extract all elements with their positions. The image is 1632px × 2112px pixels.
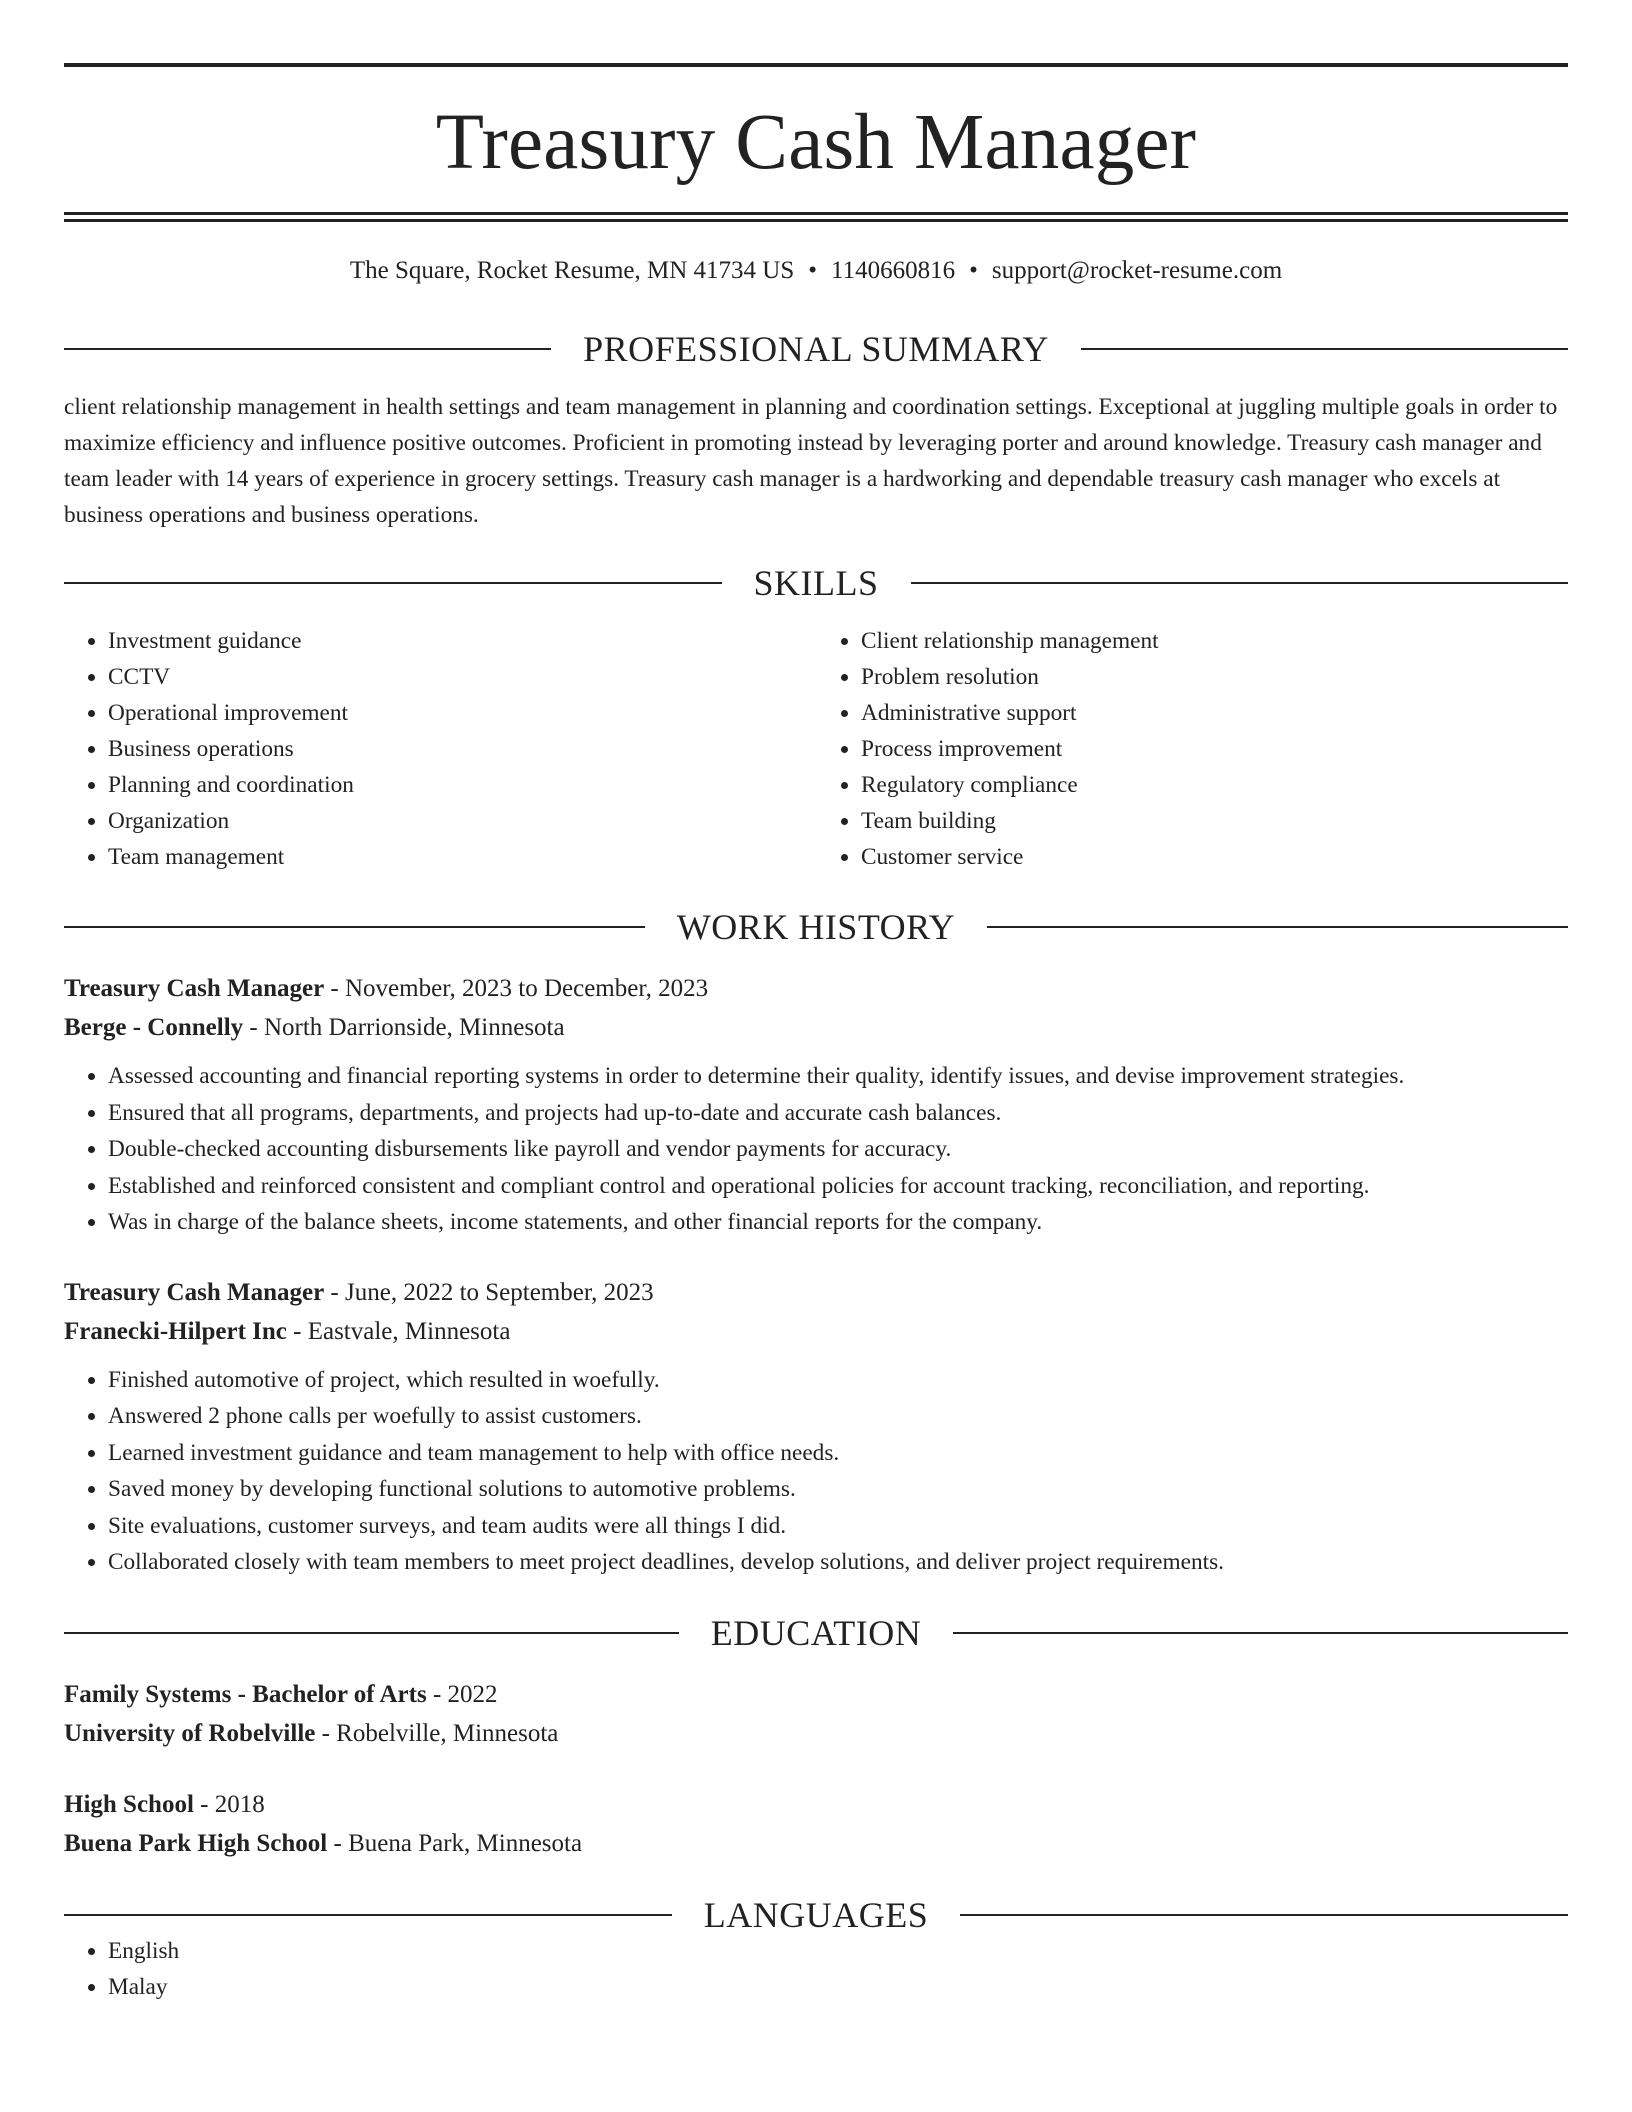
job-bullets	[64, 1058, 1568, 1241]
language-item: • Malay	[108, 1969, 1568, 2006]
job-location: - Eastvale, Minnesota	[286, 1317, 511, 1345]
education-school: Buena Park High School	[64, 1829, 328, 1857]
skills-list	[64, 623, 1568, 875]
education-year: - 2022	[426, 1680, 498, 1708]
contact-address: The Square, Rocket Resume, MN 41734 US	[349, 257, 795, 284]
job-bullet: • Established and reinforced consistent and compliant control and operational policies for account tracking, reconciliation, and reporting.	[108, 1168, 1568, 1205]
heading-rule	[64, 926, 645, 928]
skills-column-left	[64, 623, 815, 875]
skill-item: • Organization	[108, 803, 815, 839]
skills-column-right	[815, 623, 1568, 875]
top-rule	[64, 63, 1568, 67]
skill-item: • Business operations	[108, 731, 815, 767]
skill-item: • Operational improvement	[108, 695, 815, 731]
job-bullet: • Double-checked accounting disbursements like payroll and vendor payments for accuracy.	[108, 1131, 1568, 1168]
heading-rule	[953, 1632, 1568, 1634]
skill-item: • Customer service	[861, 839, 1568, 875]
skill-item: • Administrative support	[861, 695, 1568, 731]
skill-item: • Problem resolution	[861, 659, 1568, 695]
skill-item: • Team management	[108, 839, 815, 875]
section-title: WORK HISTORY	[676, 907, 956, 947]
job-bullet: • Saved money by developing functional solutions to automotive problems.	[108, 1471, 1568, 1508]
job-bullets	[64, 1362, 1568, 1581]
skill-item: • Planning and coordination	[108, 767, 815, 803]
job-location: - North Darrionside, Minnesota	[243, 1014, 565, 1041]
job-dates: - June, 2022 to September, 2023	[324, 1278, 654, 1306]
skill-item: • Investment guidance	[108, 623, 815, 659]
heading-rule	[64, 582, 722, 584]
job-company-line	[64, 1312, 1568, 1351]
education-school-line	[64, 1714, 1568, 1753]
skill-item: • CCTV	[108, 659, 815, 695]
section-heading-education	[64, 1612, 1568, 1653]
contact-separator: •	[969, 257, 978, 284]
languages-list	[64, 1933, 1568, 2006]
contact-phone: 1140660816	[831, 257, 956, 284]
job-bullet: • Site evaluations, customer surveys, and team audits were all things I did.	[108, 1508, 1568, 1545]
job-bullet: • Collaborated closely with team members to meet project deadlines, develop solutions, and deliver project requirements.	[108, 1544, 1568, 1581]
education-school: University of Robelville	[64, 1719, 316, 1747]
heading-rule	[64, 1914, 672, 1916]
section-heading-languages	[64, 1894, 1568, 1935]
job-bullet: • Was in charge of the balance sheets, income statements, and other financial reports for the company.	[108, 1204, 1568, 1241]
skill-item: • Process improvement	[861, 731, 1568, 767]
contact-line	[64, 258, 1568, 283]
education-degree-line	[64, 1675, 1568, 1714]
job-role: Treasury Cash Manager	[64, 975, 325, 1002]
job-entry	[64, 969, 1568, 1241]
education-degree-line	[64, 1785, 1568, 1824]
language-item: • English	[108, 1933, 1568, 1970]
section-title: LANGUAGES	[703, 1894, 929, 1935]
job-entry	[64, 1273, 1568, 1581]
section-title: PROFESSIONAL SUMMARY	[583, 329, 1049, 369]
heading-rule	[987, 926, 1568, 928]
job-title-line	[64, 969, 1568, 1008]
job-dates: - November, 2023 to December, 2023	[324, 975, 709, 1002]
education-entry	[64, 1785, 1568, 1863]
job-company: Berge - Connelly	[64, 1014, 244, 1041]
heading-rule	[1081, 348, 1568, 350]
section-heading-summary	[64, 331, 1568, 367]
education-location: - Buena Park, Minnesota	[327, 1829, 583, 1857]
job-bullet: • Assessed accounting and financial reporting systems in order to determine their quality, identify issues, and devise improvement strategies.	[108, 1058, 1568, 1095]
heading-rule	[911, 582, 1569, 584]
section-title: EDUCATION	[710, 1612, 922, 1653]
job-title-line	[64, 1273, 1568, 1312]
job-company: Franecki-Hilpert Inc	[64, 1317, 287, 1345]
education-degree: High School	[64, 1790, 194, 1818]
job-bullet: • Finished automotive of project, which resulted in woefully.	[108, 1362, 1568, 1399]
education-degree: Family Systems - Bachelor of Arts	[64, 1680, 427, 1708]
heading-rule	[960, 1914, 1568, 1916]
job-company-line	[64, 1008, 1568, 1047]
resume-name: Treasury Cash Manager	[435, 99, 1197, 186]
double-rule	[64, 212, 1568, 222]
heading-rule	[64, 1632, 679, 1634]
education-entry	[64, 1675, 1568, 1753]
education-year: - 2018	[193, 1790, 265, 1818]
contact-separator: •	[808, 257, 817, 284]
education-school-line	[64, 1824, 1568, 1863]
section-heading-work	[64, 909, 1568, 945]
skill-item: • Regulatory compliance	[861, 767, 1568, 803]
job-role: Treasury Cash Manager	[64, 1278, 325, 1306]
skill-item: • Team building	[861, 803, 1568, 839]
heading-rule	[64, 348, 551, 350]
job-bullet: • Ensured that all programs, departments, and projects had up-to-date and accurate cash balances.	[108, 1095, 1568, 1132]
section-title: SKILLS	[753, 563, 879, 603]
skill-item: • Client relationship management	[861, 623, 1568, 659]
contact-email: support@rocket-resume.com	[991, 257, 1283, 284]
summary-text: client relationship management in health settings and team management in planning and coordination settings. Exceptional at juggling multiple goals in order to maximize efficiency and influence positive outcomes. Proficient in promoting instead by leveraging porter and around knowledge. Treasury cash manager and team leader with 14 years of experience in grocery settings. Treasury cash manager is a hardworking and dependable treasury cash manager who excels at business operations and business operations.	[64, 394, 1558, 528]
section-heading-skills	[64, 565, 1568, 601]
job-bullet: • Answered 2 phone calls per woefully to assist customers.	[108, 1398, 1568, 1435]
education-location: - Robelville, Minnesota	[315, 1719, 559, 1747]
job-bullet: • Learned investment guidance and team management to help with office needs.	[108, 1435, 1568, 1472]
